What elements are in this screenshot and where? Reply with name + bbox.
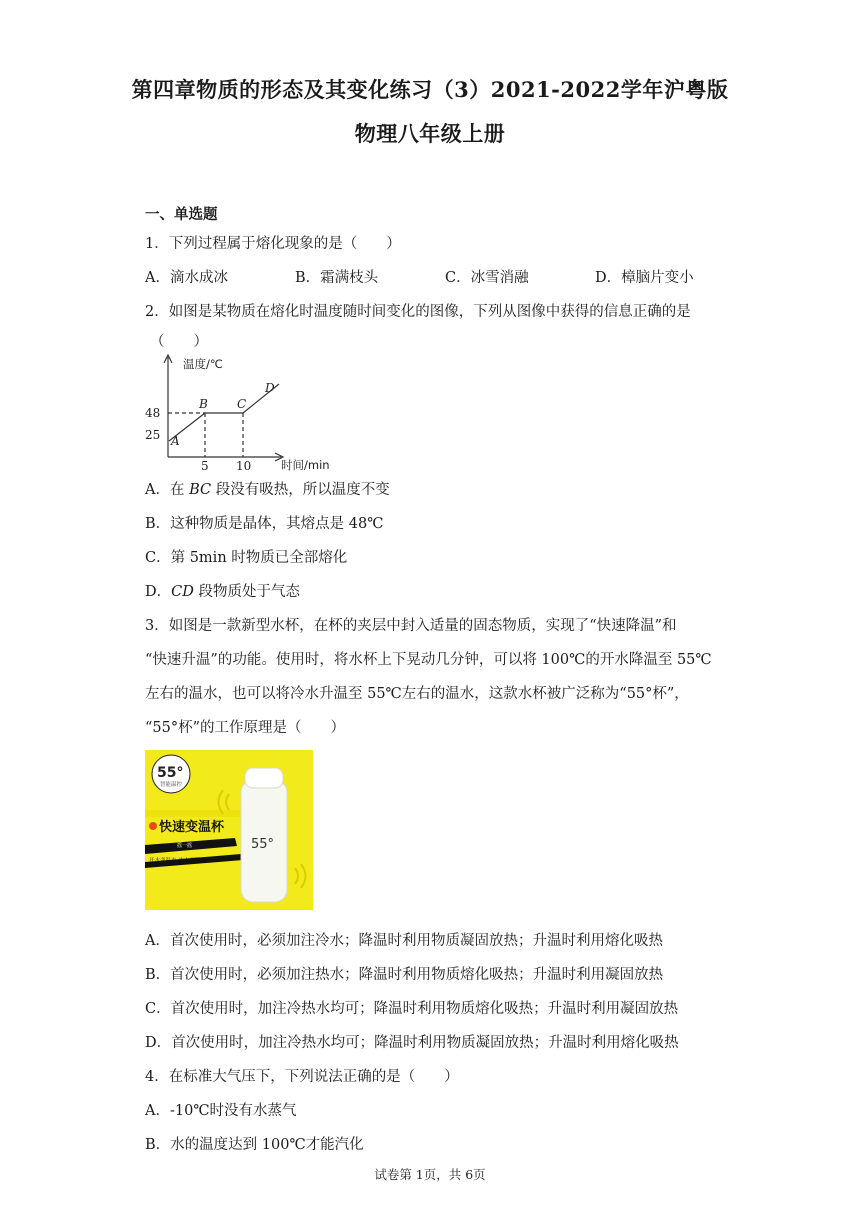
cup-advert-graphic <box>145 750 313 910</box>
q1-option-c: C．冰雪消融 <box>445 270 529 286</box>
q2-option-a <box>145 478 390 499</box>
graph-point-a: A <box>171 434 180 448</box>
cup-body-text: 55° <box>251 837 275 852</box>
q2-option-d <box>145 580 300 601</box>
document-title-line-2: 物理八年级上册 <box>354 121 506 146</box>
document-title-line-1: 第四章物质的形态及其变化练习（3）2021-2022学年沪粤版 <box>131 77 729 102</box>
q2-option-a-suffix: 段没有吸热，所以温度不变 <box>211 482 390 498</box>
q3-stem-line-2: “快速升温”的功能。使用时，将水杯上下晃动几分钟，可以将 100℃的开水降温至 55℃ <box>145 652 712 668</box>
q2-stem-line-1: 2．如图是某物质在熔化时温度随时间变化的图像，下列从图像中获得的信息正确的是 <box>145 304 691 320</box>
section-heading: 一、单选题 <box>145 206 218 223</box>
q1-option-d: D．樟脑片变小 <box>595 270 694 286</box>
q3-stem-line-1: 3．如图是一款新型水杯，在杯的夹层中封入适量的固态物质，实现了“快速降温”和 <box>145 618 677 634</box>
q2-option-a-segment: BC <box>189 482 212 498</box>
q4-option-b: B．水的温度达到 100℃才能汽化 <box>145 1137 364 1153</box>
graph-ytick-25: 25 <box>145 428 161 442</box>
q2-stem-line-2: （ ） <box>150 334 208 350</box>
cup-tag-slogan: 开水变温水 冰水变温水 <box>149 858 206 864</box>
q1-stem: 1．下列过程属于熔化现象的是（ ） <box>145 236 401 252</box>
graph-xlabel: 时间/min <box>281 458 330 472</box>
fast-temperature-cup-image <box>145 750 313 910</box>
cup-logo-text: 55° <box>157 765 184 781</box>
graph-point-c: C <box>237 397 247 411</box>
cup-headline: 快速变温杯 <box>159 820 225 835</box>
graph-xtick-10: 10 <box>236 459 252 473</box>
q3-option-b: B．首次使用时，必须加注热水；降温时利用物质熔化吸热；升温时利用凝固放热 <box>145 967 664 983</box>
melting-temperature-graph <box>143 349 348 474</box>
graph-xtick-5: 5 <box>201 459 209 473</box>
q4-stem: 4．在标准大气压下，下列说法正确的是（ ） <box>145 1069 459 1085</box>
q3-option-c: C．首次使用时，加注冷热水均可；降温时利用物质熔化吸热；升温时利用凝固放热 <box>145 1001 679 1017</box>
q1-option-b: B．霜满枝头 <box>295 270 379 286</box>
q4-option-a: A．-10℃时没有水蒸气 <box>145 1103 297 1119</box>
graph-point-d: D <box>265 381 275 395</box>
q2-option-d-segment: CD <box>171 584 194 600</box>
cup-logo-subtext: 智能温控 <box>160 782 183 788</box>
q2-option-c: C．第 5min 时物质已全部熔化 <box>145 550 348 566</box>
q2-option-d-suffix: 段物质处于气态 <box>193 584 300 600</box>
cup-lid <box>245 768 283 788</box>
q2-option-a-prefix: A．在 <box>145 482 190 498</box>
cup-tag-shake: 摇一摇 <box>177 843 193 849</box>
q3-option-a: A．首次使用时，必须加注冷水；降温时利用物质凝固放热；升温时利用熔化吸热 <box>145 933 663 949</box>
graph-ylabel: 温度/℃ <box>183 357 223 371</box>
q3-option-d: D．首次使用时，加注冷热水均可；降温时利用物质凝固放热；升温时利用熔化吸热 <box>145 1035 679 1051</box>
graph-point-b: B <box>199 397 208 411</box>
page-footer: 试卷第 1页，共 6页 <box>374 1167 486 1182</box>
q2-option-b: B．这种物质是晶体，其熔点是 48℃ <box>145 516 384 532</box>
q1-option-a: A．滴水成冰 <box>145 270 228 286</box>
q3-stem-line-3: 左右的温水，也可以将冷水升温至 55℃左右的温水，这款水杯被广泛称为“55°杯”， <box>145 686 689 702</box>
q2-option-d-prefix: D． <box>145 584 172 600</box>
graph-ytick-48: 48 <box>145 406 161 420</box>
q3-stem-line-4: “55°杯”的工作原理是（ ） <box>145 720 346 736</box>
